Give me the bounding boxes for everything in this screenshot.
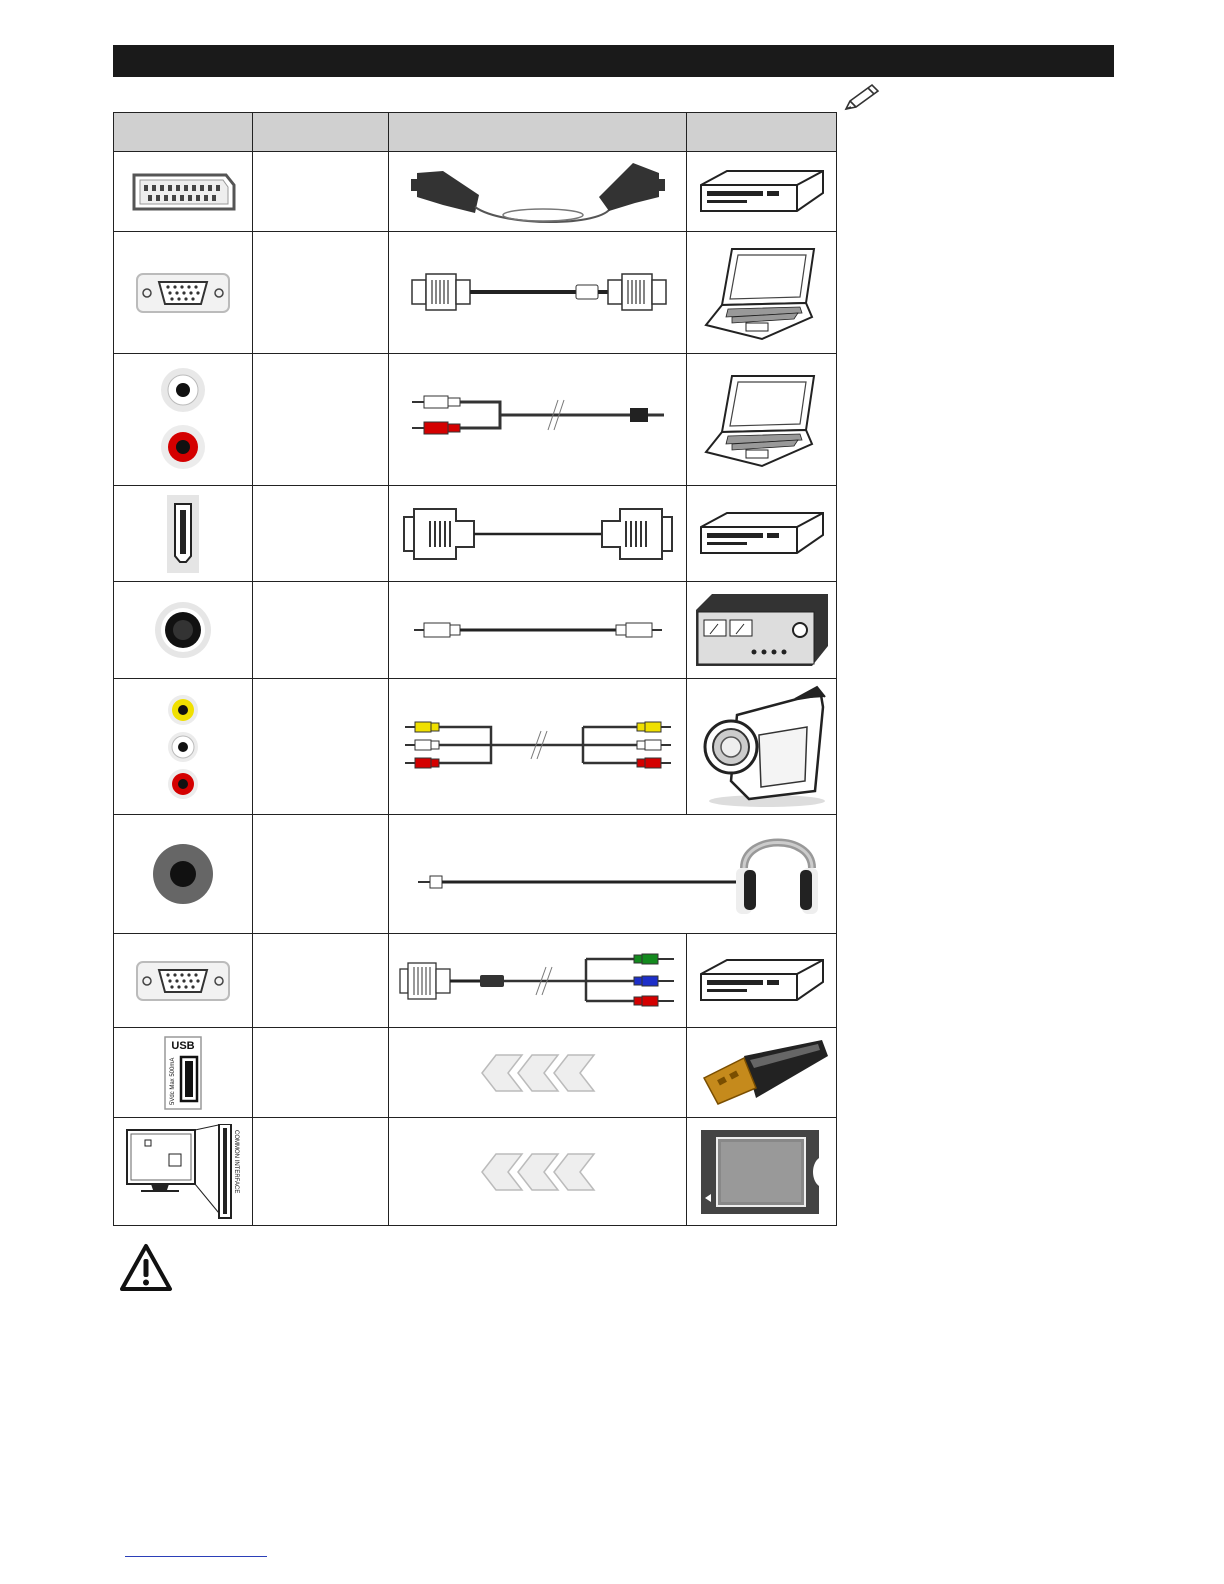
table-row <box>114 815 837 934</box>
laptop-icon <box>702 243 822 343</box>
connection-table <box>113 112 837 1226</box>
usb-label: USB <box>171 1039 195 1052</box>
amplifier-icon <box>692 590 832 670</box>
table-row <box>114 486 837 582</box>
column-header <box>114 113 253 152</box>
table-row <box>114 354 837 486</box>
ci-slot-icon <box>123 1124 243 1220</box>
usb-side-label: 5Vdc Max 500mA <box>170 1057 176 1105</box>
column-header <box>389 113 687 152</box>
audio-rca-sockets-icon <box>153 365 213 475</box>
usb-stick-icon <box>694 1038 830 1108</box>
scart-cable-icon <box>403 157 673 227</box>
table-row <box>114 1118 837 1226</box>
video-recorder-icon <box>697 956 827 1006</box>
headphone-jack-icon <box>151 842 215 906</box>
rca-to-minijack-cable-icon <box>408 390 668 450</box>
component-vga-socket-icon <box>135 960 231 1002</box>
table-row <box>114 152 837 232</box>
headphone-cable-icon <box>398 824 828 924</box>
hdmi-cable-icon <box>400 499 676 569</box>
laptop-icon <box>702 370 822 470</box>
insert-arrows-icon <box>478 1152 598 1192</box>
component-cable-icon <box>398 951 678 1011</box>
usb-socket-icon <box>163 1035 203 1111</box>
video-recorder-icon <box>697 509 827 559</box>
spdif-coax-socket-icon <box>153 600 213 660</box>
vga-cable-icon <box>408 268 668 318</box>
av-composite-sockets-icon <box>163 692 203 802</box>
table-header-row <box>114 113 837 152</box>
table-row <box>114 679 837 815</box>
header-bar <box>113 45 1114 77</box>
footer-link-underline[interactable] <box>125 1556 267 1557</box>
av-rca-cable-icon <box>403 717 673 777</box>
table-row <box>114 934 837 1028</box>
cam-module-icon <box>697 1126 827 1218</box>
table-row <box>114 232 837 354</box>
video-recorder-icon <box>697 167 827 217</box>
coax-cable-icon <box>410 615 666 645</box>
column-header <box>253 113 389 152</box>
table-row <box>114 582 837 679</box>
hdmi-socket-icon <box>166 494 200 574</box>
insert-arrows-icon <box>478 1053 598 1093</box>
column-header <box>687 113 837 152</box>
vga-socket-icon <box>135 272 231 314</box>
camcorder-icon <box>697 685 827 809</box>
ci-label: COMMON INTERFACE <box>233 1129 239 1193</box>
warning-icon <box>119 1243 173 1293</box>
pencil-note-icon <box>842 82 882 112</box>
table-row <box>114 1028 837 1118</box>
scart-socket-icon <box>130 169 236 215</box>
